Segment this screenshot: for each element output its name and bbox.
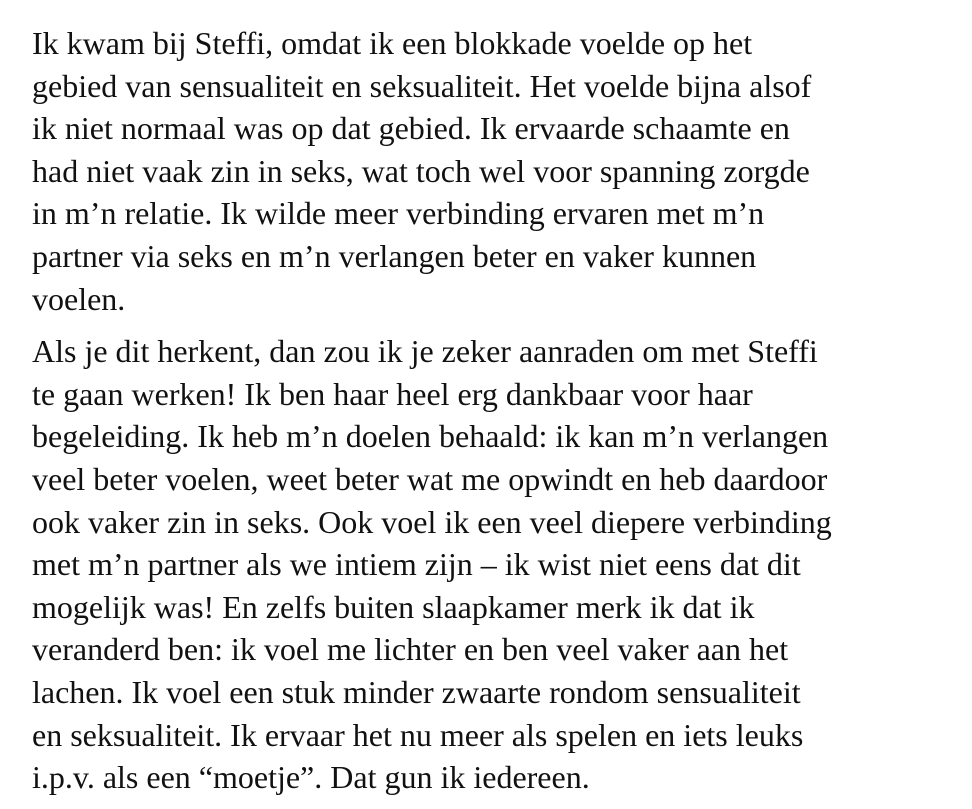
text-line: voelen. (32, 280, 126, 317)
testimonial-text (32, 22, 962, 799)
text-line: ook vaker zin in seks. Ook voel ik een veel diepere verbinding (32, 503, 832, 540)
text-line: lachen. Ik voel een stuk minder zwaarte rondom sensualiteit (32, 673, 801, 710)
text-line: i.p.v. als een “moetje”. Dat gun ik iedereen. (32, 759, 590, 796)
paragraph-1 (32, 22, 962, 320)
text-line: en seksualiteit. Ik ervaar het nu meer als spelen en iets leuks (32, 716, 804, 753)
text-line: had niet vaak zin in seks, wat toch wel voor spanning zorgde (32, 152, 810, 189)
text-line: partner via seks en m’n verlangen beter en vaker kunnen (32, 237, 757, 274)
text-line: mogelijk was! En zelfs buiten slaapkamer merk ik dat ik (32, 588, 755, 625)
text-line: veranderd ben: ik voel me lichter en ben veel vaker aan het (32, 631, 789, 668)
text-line: Ik kwam bij Steffi, omdat ik een blokkade voelde op het (32, 25, 753, 61)
text-line: veel beter voelen, weet beter wat me opwindt en heb daardoor (32, 460, 828, 497)
text-line: Als je dit herkent, dan zou ik je zeker aanraden om met Steffi (32, 333, 818, 370)
text-line: gebied van sensualiteit en seksualiteit. Het voelde bijna alsof (32, 67, 812, 104)
text-line: te gaan werken! Ik ben haar heel erg dankbaar voor haar (32, 375, 753, 412)
paragraph-2 (32, 330, 962, 799)
text-line: met m’n partner als we intiem zijn – ik wist niet eens dat dit (32, 546, 801, 583)
text-line: ik niet normaal was op dat gebied. Ik ervaarde schaamte en (32, 110, 790, 147)
text-line: begeleiding. Ik heb m’n doelen behaald: ik kan m’n verlangen (32, 418, 829, 455)
text-line: in m’n relatie. Ik wilde meer verbinding ervaren met m’n (32, 195, 765, 232)
